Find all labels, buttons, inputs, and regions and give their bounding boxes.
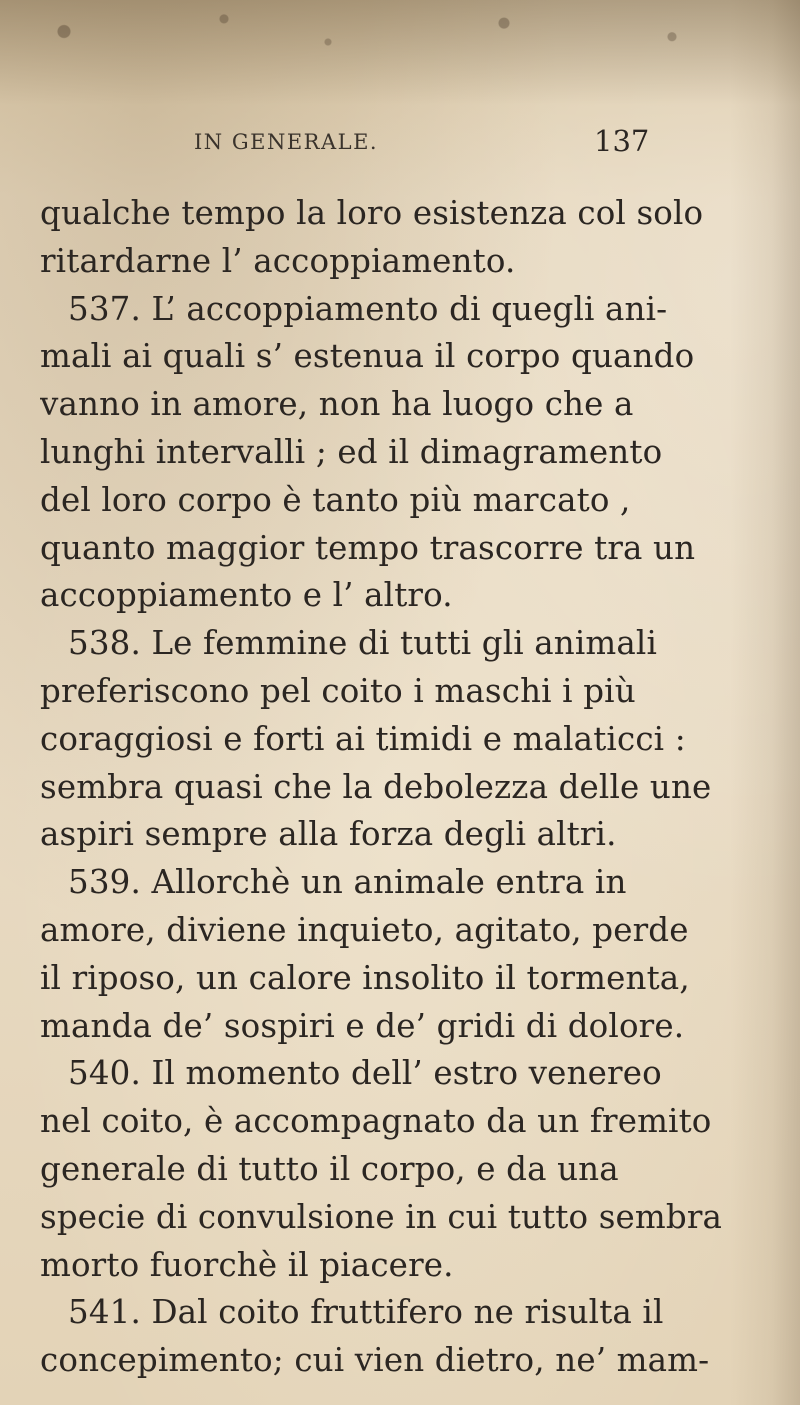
text-line: manda de’ sospiri e de’ gridi di dolore.	[40, 1006, 685, 1045]
text-line: sembra quasi che la debolezza delle une	[40, 767, 712, 806]
text-line: qualche tempo la loro esistenza col solo	[40, 194, 704, 232]
text-line: mali ai quali s’ estenua il corpo quando	[40, 337, 695, 376]
paragraph-539: 539. Allorchè un animale entra in	[68, 863, 627, 902]
page-number: 137	[594, 124, 650, 158]
text-line: specie di convulsione in cui tutto sembra	[40, 1197, 723, 1236]
text-line: lunghi intervalli ; ed il dimagramento	[40, 432, 663, 471]
text-line: vanno in amore, non ha luogo che a	[40, 385, 634, 424]
text-line: ritardarne l’ accoppiamento.	[40, 241, 516, 280]
text-line: concepimento; cui vien dietro, ne’ mam-	[40, 1341, 710, 1380]
text-line: amore, diviene inquieto, agitato, perde	[40, 910, 689, 949]
text-line: preferiscono pel coito i maschi i più	[40, 671, 636, 710]
text-line: quanto maggior tempo trascorre tra un	[40, 528, 696, 567]
paragraph-537: 537. L’ accoppiamento di quegli ani-	[68, 289, 668, 328]
page-header	[0, 124, 800, 164]
text-line: del loro corpo è tanto più marcato ,	[40, 480, 631, 519]
running-head: IN GENERALE.	[194, 130, 379, 154]
text-line: nel coito, è accompagnato da un fremito	[40, 1102, 712, 1141]
paragraph-538: 538. Le femmine di tutti gli animali	[68, 624, 658, 663]
text-line: coraggiosi e forti ai timidi e malaticci :	[40, 719, 686, 758]
body-text	[40, 190, 755, 1385]
text-line: il riposo, un calore insolito il tormenta,	[40, 958, 690, 997]
paragraph-540: 540. Il momento dell’ estro venereo	[68, 1054, 662, 1093]
text-line: accoppiamento e l’ altro.	[40, 576, 453, 615]
page-top-edge	[0, 0, 800, 105]
text-line: aspiri sempre alla forza degli altri.	[40, 815, 617, 854]
text-line: generale di tutto il corpo, e da una	[40, 1149, 619, 1188]
text-line: morto fuorchè il piacere.	[40, 1245, 454, 1284]
paragraph-541: 541. Dal coito fruttifero ne risulta il	[68, 1293, 664, 1332]
